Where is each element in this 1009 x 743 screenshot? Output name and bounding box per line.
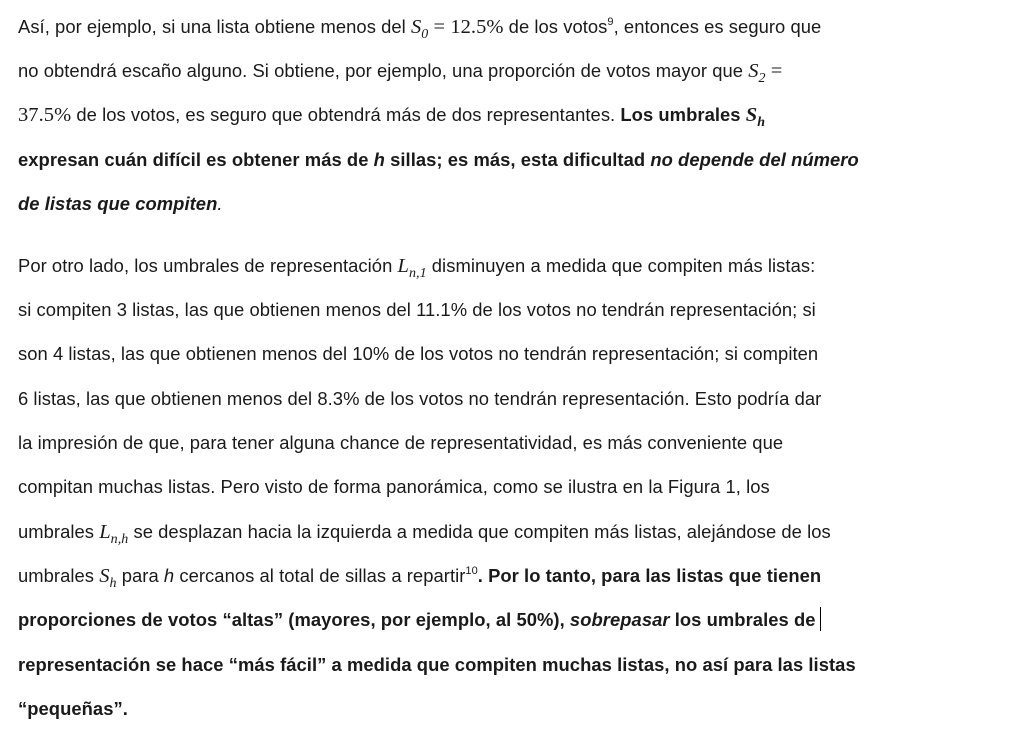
footnote-ref-9[interactable]: 9 [607,16,614,28]
text-cursor [820,607,821,631]
math-subscript [409,266,427,281]
text: de los votos, es seguro que obtendrá más de dos representantes. [71,104,621,125]
text: . [217,193,223,214]
math-S0 [410,16,429,42]
math-symbol: S [745,104,758,126]
italic-text: h [163,565,175,586]
p2-line-1 [18,253,815,279]
text: para [116,565,164,586]
math-Sh [745,104,766,130]
bold-text: proporciones de votos “altas” (mayores, por ejemplo, al 50%), [18,609,570,630]
bold-text: . Por lo tanto, para las listas que tienen [477,565,822,586]
text: la impresión de que, para tener alguna chance de representatividad, es más conveniente que [18,432,784,453]
math-equals: = [428,16,451,38]
p2-line-5 [18,430,783,456]
bold-italic-text: h [373,149,385,170]
math-symbol: S [748,60,759,82]
text: Así, por ejemplo, si una lista obtiene menos del [18,16,411,37]
p1-line-3 [18,102,765,128]
p2-line-4 [18,386,821,412]
math-symbol: S [99,565,110,587]
p2-line-2 [18,297,816,323]
text: , entonces es seguro que [613,16,822,37]
bold-text: sillas; es más, esta dificultad [384,149,651,170]
math-value: 12.5% [450,16,504,38]
math-Ln1 [397,255,427,281]
text: de los votos [503,16,608,37]
p2-line-7 [18,519,831,545]
p2-line-8 [18,563,821,589]
bold-text: los umbrales de [669,609,816,630]
text: cercanos al total de sillas a repartir [174,565,466,586]
math-subscript-text: n,1 [408,266,427,281]
p2-line-11 [18,696,128,722]
math-subscript: h [757,115,766,130]
text: umbrales [18,565,100,586]
text: se desplazan hacia la izquierda a medida que compiten más listas, alejándose de los [128,521,831,542]
bold-text: representación se hace “más fácil” a medida que compiten muchas listas, no así para las listas [18,654,856,675]
text: compitan muchas listas. Pero visto de forma panorámica, como se ilustra en la Figura 1, los [18,476,770,497]
text: Por otro lado, los umbrales de representación [18,255,398,276]
math-symbol: L [99,521,111,543]
text: umbrales [18,521,100,542]
bold-text: expresan cuán difícil es obtener más de [18,149,374,170]
bold-text: “pequeñas”. [18,698,128,719]
p2-line-6 [18,474,770,500]
bold-italic-text: de listas que compiten [18,193,218,214]
p2-line-10 [18,652,856,678]
p1-line-1 [18,14,821,40]
math-symbol: L [397,255,409,277]
math-S2 [748,60,766,86]
footnote-ref-10[interactable]: 10 [465,565,478,577]
text: disminuyen a medida que compiten más listas: [426,255,816,276]
p1-line-2 [18,58,782,84]
math-symbol: S [410,16,422,38]
text: son 4 listas, las que obtienen menos del 10% de los votos no tendrán representación; si compiten [18,343,819,364]
p1-line-4 [18,147,859,173]
p2-line-9 [18,607,821,633]
math-value: 37.5% [18,104,72,126]
bold-text: Los umbrales [620,104,746,125]
p2-line-3 [18,341,818,367]
math-Sh [99,565,117,591]
text: 6 listas, las que obtienen menos del 8.3% de los votos no tendrán representación. Esto podría dar [18,388,822,409]
math-subscript: 0 [421,27,429,42]
math-subscript: 2 [758,71,766,86]
text: si compiten 3 listas, las que obtienen menos del 11.1% de los votos no tendrán representación; si [18,299,816,320]
p1-line-5 [18,191,223,217]
text: no obtendrá escaño alguno. Si obtiene, por ejemplo, una proporción de votos mayor que [18,60,749,81]
bold-italic-text: sobrepasar [569,609,670,630]
math-Lnh [99,521,129,547]
math-subscript: h [109,576,117,591]
math-subscript: n,h [110,532,129,547]
bold-italic-text: no depende del número [650,149,859,170]
math-equals: = [765,60,783,82]
